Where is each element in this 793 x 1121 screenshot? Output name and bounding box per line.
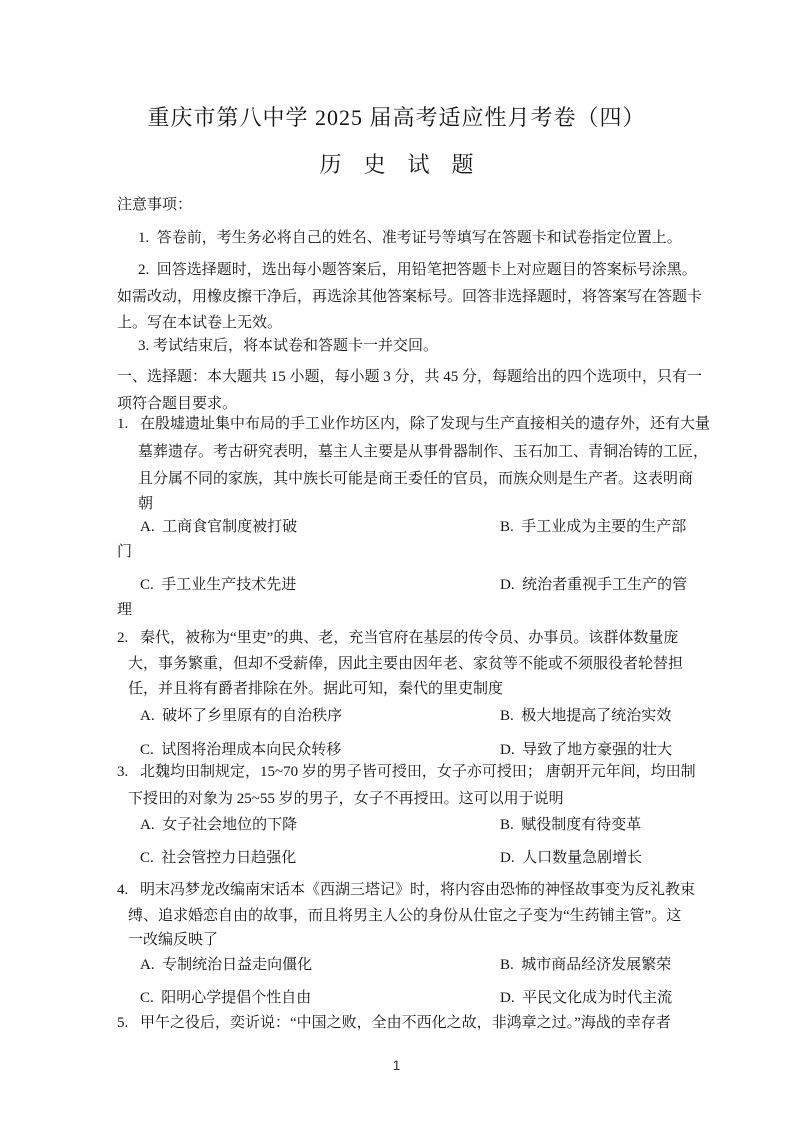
question-5-line-1 xyxy=(117,1013,671,1033)
notice-item-1: 1. 答卷前，考生务必将自己的姓名、准考证号等填写在答题卡和试卷指定位置上。 xyxy=(138,230,682,246)
section-heading-line-2: 项符合题目要求。 xyxy=(117,396,238,412)
question-4-text: 明末冯梦龙改编南宋话本《西湖三塔记》时，将内容由恐怖的神怪故事变为反礼教束 xyxy=(140,882,696,898)
notice-item-3: 3. 考试结束后，将本试卷和答题卡一并交回。 xyxy=(138,338,439,354)
question-2-text: 秦代，被称为“里吏”的典、老，充当官府在基层的传令员、办事员。该群体数量庞 xyxy=(140,630,679,646)
question-3-option-b: B. 赋役制度有待变革 xyxy=(500,817,642,833)
question-4-option-d: D. 平民文化成为时代主流 xyxy=(500,990,673,1006)
question-1-option-d-wrap: 理 xyxy=(117,602,133,618)
question-2-line-1 xyxy=(117,628,678,648)
question-5-number: 5. xyxy=(117,1015,129,1031)
exam-body xyxy=(117,0,717,1121)
question-2-number: 2. xyxy=(117,630,129,646)
question-3-option-d: D. 人口数量急剧增长 xyxy=(500,850,643,866)
question-2-line-2: 大，事务繁重，但却不受薪俸，因此主要由因年老、家贫等不能或不须服役者轮替担 xyxy=(128,656,684,672)
question-4-option-a: A. 专制统治日益走向僵化 xyxy=(140,957,313,973)
question-1-option-a: A. 工商食官制度被打破 xyxy=(140,519,298,535)
section-heading-line-1: 一、选择题：本大题共 15 小题，每小题 3 分，共 45 分，每题给出的四个选项中，只有一 xyxy=(117,369,703,385)
question-3-line-1 xyxy=(117,762,696,782)
question-1-line-1 xyxy=(117,414,710,434)
question-1-option-b: B. 手工业成为主要的生产部 xyxy=(500,519,687,535)
question-4-option-b: B. 城市商品经济发展繁荣 xyxy=(500,957,672,973)
exam-subject-title: 历 史 试 题 xyxy=(319,152,474,177)
question-3-text: 北魏均田制规定，15~70 岁的男子皆可授田，女子亦可授田； 唐朝开元年间，均田制 xyxy=(140,764,696,780)
question-3-option-a: A. 女子社会地位的下降 xyxy=(140,817,298,833)
question-4-number: 4. xyxy=(117,882,129,898)
question-1-number: 1. xyxy=(117,416,129,432)
question-3-line-2: 下授田的对象为 25~55 岁的男子，女子不再授田。这可以用于说明 xyxy=(128,791,564,807)
page-number: 1 xyxy=(392,1057,401,1073)
question-1-option-c: C. 手工业生产技术先进 xyxy=(140,577,297,593)
question-3-option-c: C. 社会管控力日趋强化 xyxy=(140,850,297,866)
question-1-line-3: 且分属不同的家族，其中族长可能是商王委任的官员，而族众则是生产者。这表明商 xyxy=(138,471,694,487)
question-4-line-3: 一改编反映了 xyxy=(128,932,219,948)
question-4-line-2: 缚、追求婚恋自由的故事，而且将男主人公的身份从仕宦之子变为“生药铺主管”。这 xyxy=(128,908,682,924)
question-2-option-b: B. 极大地提高了统治实效 xyxy=(500,708,672,724)
question-2-option-a: A. 破坏了乡里原有的自治秩序 xyxy=(140,708,343,724)
exam-title: 重庆市第八中学 2025 届高考适应性月考卷（四） xyxy=(147,105,646,130)
question-1-line-4: 朝 xyxy=(138,496,154,512)
question-3-number: 3. xyxy=(117,764,129,780)
question-5-text: 甲午之役后，奕䜣说：“中国之败，全由不西化之故，非鸿章之过。”海战的幸存者 xyxy=(140,1015,671,1031)
notice-item-2-line-2: 如需改动，用橡皮擦干净后，再选涂其他答案标号。回答非选择题时，将答案写在答题卡 xyxy=(117,289,703,305)
question-2-option-d: D. 导致了地方豪强的壮大 xyxy=(500,742,673,758)
notice-item-2-line-1: 2. 回答选择题时，选出每小题答案后，用铅笔把答题卡上对应题目的答案标号涂黑。 xyxy=(138,262,697,278)
question-1-option-b-wrap: 门 xyxy=(117,544,133,560)
question-4-line-1 xyxy=(117,880,695,900)
question-2-line-3: 任，并且将有爵者排除在外。据此可知，秦代的里吏制度 xyxy=(128,681,504,697)
notice-heading: 注意事项： xyxy=(117,197,193,213)
question-1-text: 在殷墟遗址集中布局的手工业作坊区内，除了发现与生产直接相关的遗存外，还有大量 xyxy=(140,416,711,432)
question-1-option-d: D. 统治者重视手工生产的管 xyxy=(500,577,688,593)
notice-item-2-line-3: 上。写在本试卷上无效。 xyxy=(117,315,283,331)
question-1-line-2: 墓葬遗存。考古研究表明，墓主人主要是从事骨器制作、玉石加工、青铜冶铸的工匠， xyxy=(138,444,709,460)
question-2-option-c: C. 试图将治理成本向民众转移 xyxy=(140,742,342,758)
question-4-option-c: C. 阳明心学提倡个性自由 xyxy=(140,990,312,1006)
